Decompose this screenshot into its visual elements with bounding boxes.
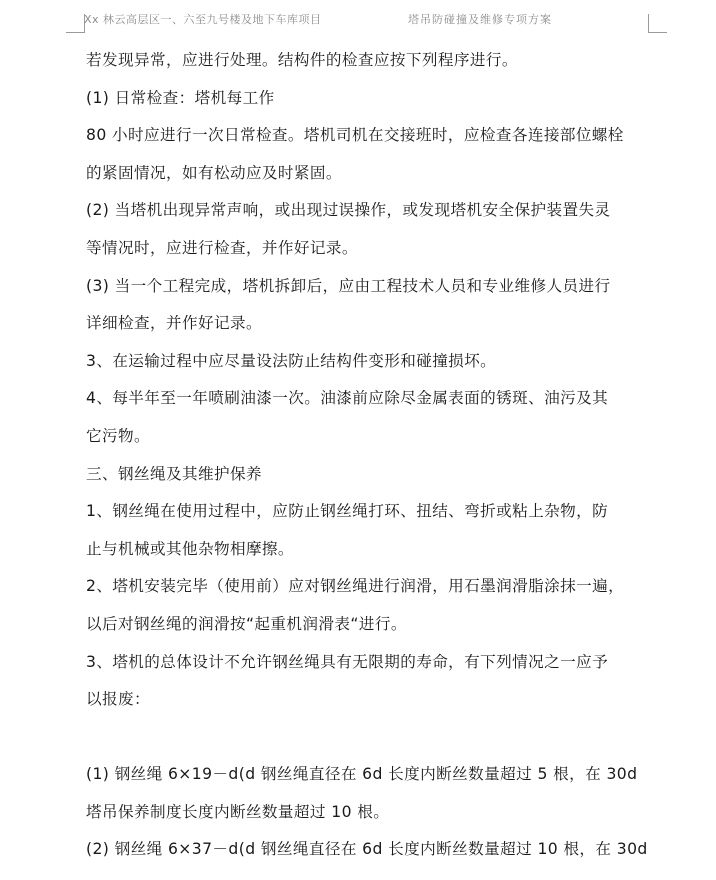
header-document-title: 塔吊防碰撞及维修专项方案 <box>408 13 552 26</box>
text-line: (1) 钢丝绳 6×19－d(d 钢丝绳直径在 6d 长度内断丝数量超过 5 根，在 30d <box>86 765 638 784</box>
section-heading: 三、钢丝绳及其维护保养 <box>86 464 262 483</box>
text-line: 的紧固情况，如有松动应及时紧固。 <box>86 163 342 182</box>
text-line: 以报废： <box>86 690 150 709</box>
text-line: (2) 当塔机出现异常声响，或出现过误操作，或发现塔机安全保护装置失灵 <box>86 201 611 220</box>
document-body <box>86 42 654 869</box>
text-line: 4、每半年至一年喷刷油漆一次。油漆前应除尽金属表面的锈斑、油污及其 <box>86 389 609 408</box>
text-line: 1、钢丝绳在使用过程中，应防止钢丝绳打环、扭结、弯折或粘上杂物，防 <box>86 502 609 521</box>
blank-line <box>86 719 654 757</box>
page-corner-mark-left <box>66 14 85 33</box>
text-line: (2) 钢丝绳 6×37－d(d 钢丝绳直径在 6d 长度内断丝数量超过 10 根，在 30d <box>86 840 648 859</box>
page-corner-mark-right <box>648 14 667 33</box>
text-line: 3、塔机的总体设计不允许钢丝绳具有无限期的寿命，有下列情况之一应予 <box>86 652 609 671</box>
text-line: 2、塔机安装完毕（使用前）应对钢丝绳进行润滑，用石墨润滑脂涂抹一遍， <box>86 577 625 596</box>
text-line: 止与机械或其他杂物相摩擦。 <box>86 539 294 558</box>
text-line: (1) 日常检查：塔机每工作 <box>86 88 275 107</box>
text-line: 它污物。 <box>86 426 150 445</box>
text-line: 等情况时，应进行检查，并作好记录。 <box>86 238 358 257</box>
text-line: (3) 当一个工程完成，塔机拆卸后，应由工程技术人员和专业维修人员进行 <box>86 276 611 295</box>
text-line: 塔吊保养制度长度内断丝数量超过 10 根。 <box>86 802 390 821</box>
text-line: 3、在运输过程中应尽量设法防止结构件变形和碰撞损坏。 <box>86 351 497 370</box>
text-line: 详细检查，并作好记录。 <box>86 314 262 333</box>
text-line: 以后对钢丝绳的润滑按“起重机润滑表“进行。 <box>86 614 407 633</box>
header-project-name: Xx 林云高层区一、六至九号楼及地下车库项目 <box>84 13 322 26</box>
text-line: 80 小时应进行一次日常检查。塔机司机在交接班时，应检查各连接部位螺栓 <box>86 126 624 145</box>
text-line: 若发现异常，应进行处理。结构件的检查应按下列程序进行。 <box>86 51 518 69</box>
